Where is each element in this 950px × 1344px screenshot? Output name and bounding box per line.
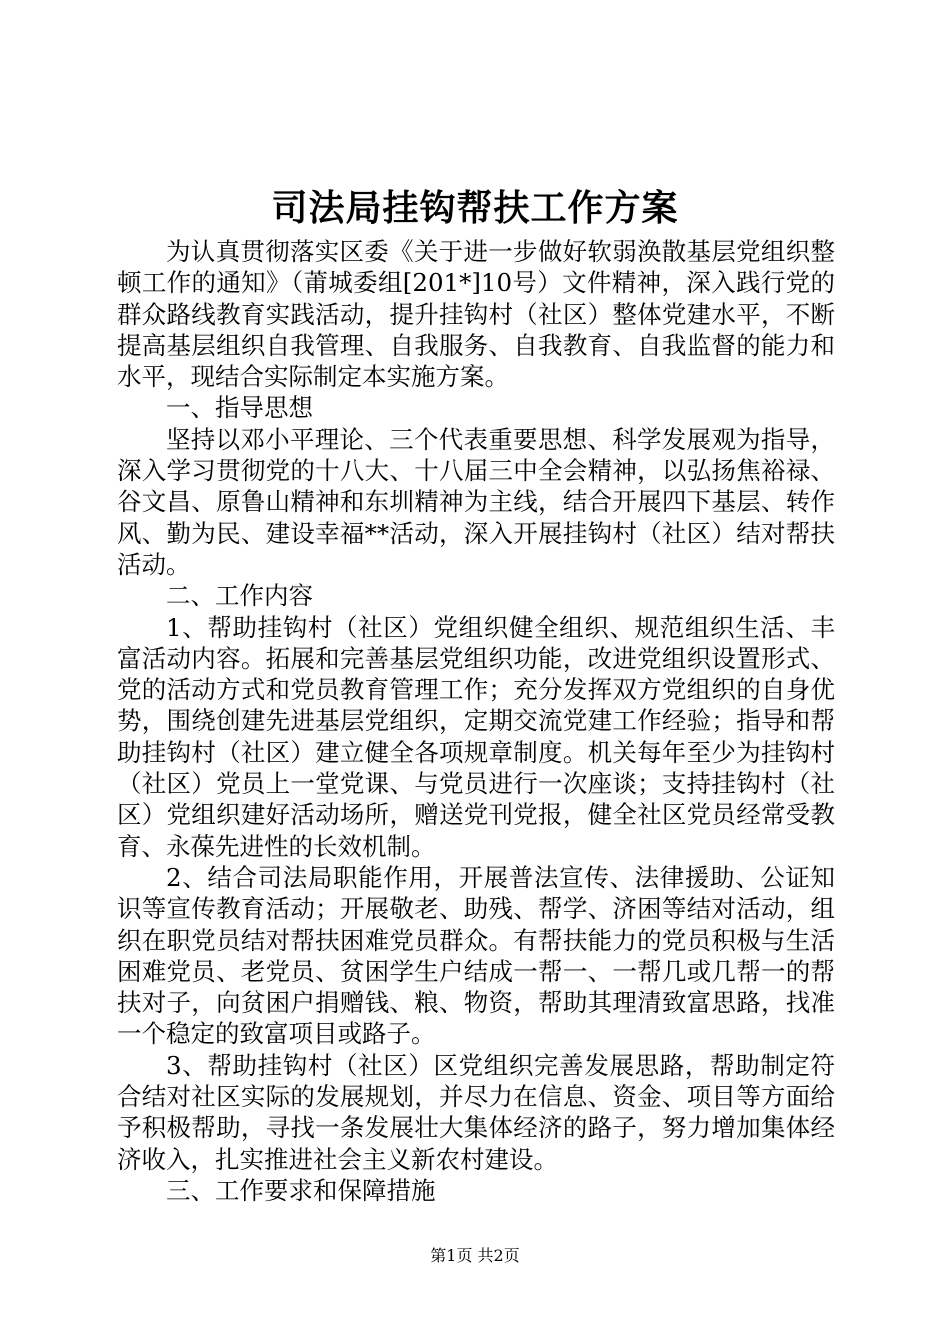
- page-footer: 第1页 共2页: [430, 1246, 520, 1265]
- section-heading-work-content: 二、工作内容: [166, 581, 313, 611]
- document-body: [117, 236, 835, 1206]
- section-heading-guiding-ideology: 一、指导思想: [166, 393, 313, 423]
- document-title: 司法局挂钩帮扶工作方案: [271, 187, 679, 229]
- work-content-item-1: 1、帮助挂钩村（社区）党组织健全组织、规范组织生活、丰富活动内容。拓展和完善基层党组织功能，改进党组织设置形式、党的活动方式和党员教育管理工作；充分发挥双方党组织的自身优势，围绕创建先进基层党组织，定期交流党建工作经验；指导和帮助挂钩村（社区）建立健全各项规章制度。机关每年至少为挂钩村（社区）党员上一堂党课、与党员进行一次座谈；支持挂钩村（社区）党组织建好活动场所，赠送党刊党报，健全社区党员经常受教育、永葆先进性的长效机制。: [117, 612, 835, 861]
- guiding-ideology-paragraph: 坚持以邓小平理论、三个代表重要思想、科学发展观为指导，深入学习贯彻党的十八大、十八届三中全会精神，以弘扬焦裕禄、谷文昌、原鲁山精神和东圳精神为主线，结合开展四下基层、转作风、勤为民、建设幸福**活动，深入开展挂钩村（社区）结对帮扶活动。: [117, 424, 835, 579]
- work-content-item-2: 2、结合司法局职能作用，开展普法宣传、法律援助、公证知识等宣传教育活动；开展敬老、助残、帮学、济困等结对活动，组织在职党员结对帮扶困难党员群众。有帮扶能力的党员积极与生活困难党员、老党员、贫困学生户结成一帮一、一帮几或几帮一的帮扶对子，向贫困户捐赠钱、粮、物资，帮助其理清致富思路，找准一个稳定的致富项目或路子。: [117, 862, 835, 1049]
- section-heading-requirements: 三、工作要求和保障措施: [166, 1175, 436, 1205]
- intro-paragraph: 为认真贯彻落实区委《关于进一步做好软弱涣散基层党组织整顿工作的通知》（莆城委组[201*]10号）文件精神，深入践行党的群众路线教育实践活动，提升挂钩村（社区）整体党建水平，不断提高基层组织自我管理、自我服务、自我教育、自我监督的能力和水平，现结合实际制定本实施方案。: [117, 237, 835, 392]
- work-content-item-3: 3、帮助挂钩村（社区）区党组织完善发展思路，帮助制定符合结对社区实际的发展规划，并尽力在信息、资金、项目等方面给予积极帮助，寻找一条发展壮大集体经济的路子，努力增加集体经济收入，扎实推进社会主义新农村建设。: [117, 1050, 835, 1174]
